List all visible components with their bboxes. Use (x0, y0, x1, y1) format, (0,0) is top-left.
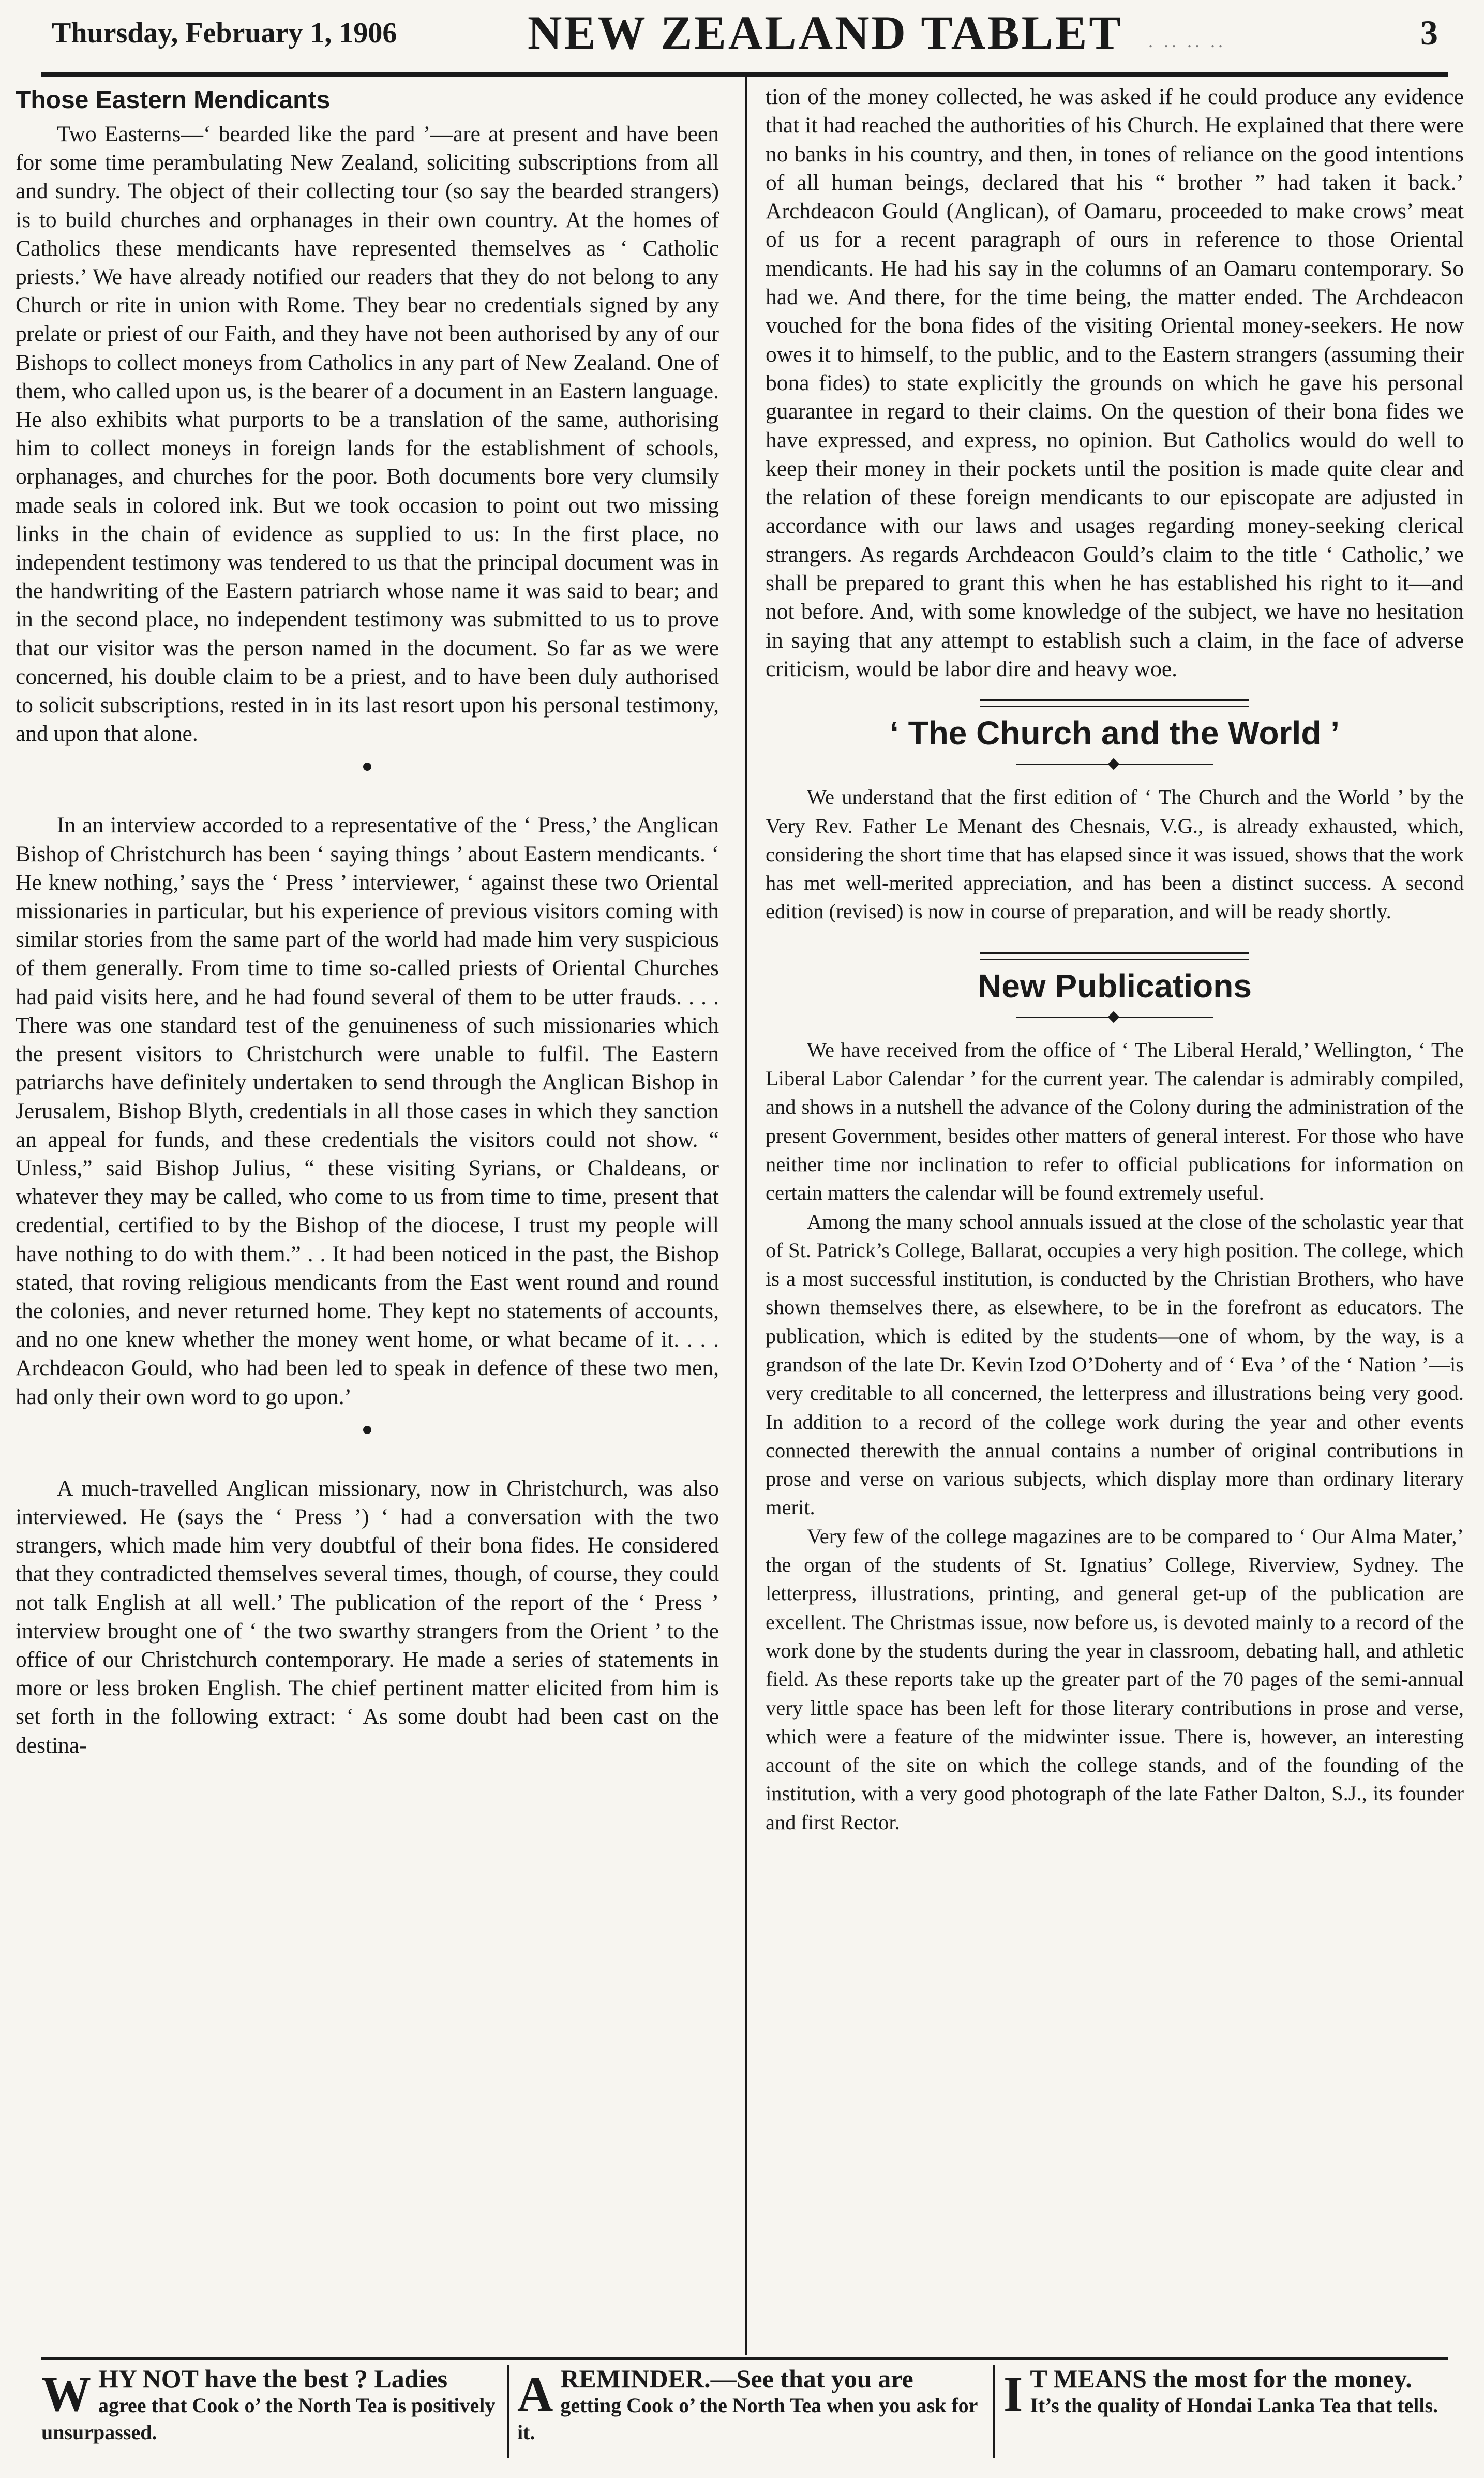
column-divider (745, 77, 747, 2355)
diamond-rule (1016, 759, 1213, 769)
masthead-rule (41, 72, 1448, 77)
bullet-ornament (363, 763, 371, 771)
section-rule (980, 952, 1249, 960)
article-paragraph: In an interview accorded to a representative of the ‘ Press,’ the Anglican Bishop of Christchurch has been ‘ saying things ’ about Eastern mendicants. ‘ He knew nothing,’ says the ‘ Press ’ interviewer, ‘ against these two Oriental missionaries in particular, but his experience of previous visitors coming with similar stories from the same part of the world had made him very suspicious of them generally. From time to time so-called priests of Oriental Churches had paid visits here, and he had found several of them to be utter frauds. . . . There was one standard test of the genuineness of such missionaries which the present visitors to Christchurch were unable to fulfil. The Eastern patriarchs have definitely undertaken to send through the Anglican Bishop in Jerusalem, Bishop Blyth, credentials in all those cases in which they sanction an appeal for funds, and these credentials the visitors could not show. “ Unless,” said Bishop Julius, “ these visiting Syrians, or Chaldeans, or whatever they may be called, who come to us from time to time, present that credential, certified to by the Bishop of the diocese, I trust my people will have nothing to do with them.” . . It had been noticed in the past, the Bishop stated, that roving religious mendicants from the East went round and round the colonies, and never returned home. They kept no statements of accounts, and no one knew whether the money went home, or what became of it. . . . Archdeacon Gould, who had been led to speak in defence of these two men, had only their own word to go upon.’ (16, 813, 719, 1409)
masthead-dots: . .. .. .. (1148, 31, 1226, 51)
newspaper-title: NEW ZEALAND TABLET (528, 6, 1123, 59)
page-number: 3 (1420, 13, 1438, 52)
right-column (766, 83, 1464, 1837)
diamond-rule (1016, 1012, 1213, 1022)
advert-reminder (517, 2365, 983, 2469)
section-paragraph: Among the many school annuals issued at the close of the scholastic year that of St. Patrick’s College, Ballarat, occupies a very high position. The college, which is a most successful institution, is conducted by the Christian Brothers, who have shown themselves there, as elsewhere, to be in the forefront as educators. The publication, which is edited by the students—one of whom, by the way, is a grandson of the late Dr. Kevin Izod O’Doherty and of ‘ Eva ’ of the ‘ Nation ’—is very creditable to all concerned, the letterpress and illustrations being very good. In addition to a record of the college work during the year and other events connected therewith the annual contains a number of original contributions in prose and verse on various subjects, which display more than ordinary literary merit. (766, 1210, 1464, 1519)
section-paragraph: We have received from the office of ‘ The Liberal Herald,’ Wellington, ‘ The Liberal Labor Calendar ’ for the current year. The calendar is admirably compiled, and shows in a nutshell the advance of the Colony during the administration of the present Government, besides other matters of general interest. For those who have neither time nor inclination to refer to official publications for information on certain matters the calendar will be found extremely useful. (766, 1038, 1464, 1205)
advert-initial: W (41, 2366, 91, 2422)
advert-hondai-lanka (1003, 2365, 1448, 2469)
paragraph-separator (16, 758, 719, 774)
advert-strip (41, 2365, 1448, 2469)
paragraph-separator (16, 1422, 719, 1437)
advert-cook-tea (41, 2365, 497, 2469)
advert-initial: I (1003, 2366, 1023, 2422)
advert-body: getting Cook o’ the North Tea when you ask for it. (517, 2394, 978, 2444)
section-rule (980, 699, 1249, 707)
article-heading-eastern-mendicants: Those Eastern Mendicants (16, 86, 331, 114)
advert-divider (993, 2365, 995, 2458)
article-paragraph: A much-travelled Anglican missionary, now in Christchurch, was also interviewed. He (says the ‘ Press ’) ‘ had a conversation with the two strangers, which made him very doubtful of their bona fides. He considered that they contradicted themselves several times, though, of course, they could not talk English at all well.’ The publication of the report of the ‘ Press ’ interview brought one of ‘ the two swarthy strangers from the Orient ’ to the office of our Christchurch contemporary. He made a series of statements in more or less broken English. The chief pertinent matter elicited from him is set forth in the following extract: ‘ As some doubt had been cast on the destina- (16, 1475, 719, 1758)
advert-headline: HY NOT have the best ? Ladies (98, 2364, 448, 2393)
section-paragraph: We understand that the first edition of ‘ The Church and the World ’ by the Very Rev. Father Le Menant des Chesnais, V.G., is already exhausted, which, considering the short time that has elapsed since it was issued, shows that the work has met well-merited appreciation, and has been a distinct success. A second edition (revised) is now in course of preparation, and will be ready shortly. (766, 785, 1464, 923)
article-paragraph: Two Easterns—‘ bearded like the pard ’—are at present and have been for some time perambulating New Zealand, soliciting subscriptions from all and sundry. The object of their collecting tour (so say the bearded strangers) is to build churches and orphanages in their own country. At the homes of Catholics these mendicants have represented themselves as ‘ Catholic priests.’ We have already notified our readers that they do not belong to any Church or rite in union with Rome. They bear no credentials signed by any prelate or priest of our Faith, and they have not been authorised by any of our Bishops to collect moneys from Catholics in any part of New Zealand. One of them, who called upon us, is the bearer of a document in an Eastern language. He also exhibits what purports to be a translation of the same, authorising him to collect moneys in foreign lands for the establishment of schools, orphanages, and churches for the poor. Both documents bore very clumsily made seals in colored ink. But we took occasion to point out two missing links in the chain of evidence as supplied to us: In the first place, no independent testimony was tendered to us that the principal document was in the handwriting of the Eastern patriarch whose name it was said to bear; and in the second place, no independent testimony was submitted to us to prove that our visitor was the person named in the document. So far as we were concerned, his double claim to be a priest, and to have been duly authorised to solicit subscriptions, rested in in its last resort upon his personal testimony, and upon that alone. (16, 122, 719, 747)
advert-body: agree that Cook o’ the North Tea is positively unsurpassed. (41, 2394, 496, 2444)
article-continuation: tion of the money collected, he was asked if he could produce any evidence that it had reached the authorities of his Church. He explained that there were no banks in his country, and then, in tones of reliance on the good intentions of all human beings, declared that his “ brother ” had taken it back.’ Archdeacon Gould (Anglican), of Oamaru, proceeded to make crows’ meat of us for a recent paragraph of ours in reference to those Oriental mendicants. He had his say in the columns of an Oamaru contemporary. So had we. And there, for the time being, the matter ended. The Archdeacon vouched for the bona fides of the visiting Oriental money-seekers. He now owes it to himself, to the public, and to the Eastern strangers (assuming their bona fides) to state explicitly the grounds on which he gave his personal guarantee in regard to their claims. On the question of their bona fides we have expressed, and express, no opinion. But Catholics would do well to keep their money in their pockets until the position is made quite clear and the relation of these foreign mendicants to our episcopate are adjusted in accordance with our laws and usages regarding money-seeking clerical strangers. As regards Archdeacon Gould’s claim to the title ‘ Catholic,’ we shall be prepared to grant this when he has established his right to it—and not before. And, with some knowledge of the subject, we have no hesitation in saying that any attempt to establish such a claim, in the face of adverse criticism, would be labor dire and heavy woe. (766, 84, 1464, 681)
advert-body: It’s the quality of Hondai Lanka Tea that tells. (1030, 2394, 1438, 2417)
masthead (41, 5, 1448, 72)
advert-initial: A (517, 2366, 553, 2422)
advert-headline: REMINDER.—See that you are (560, 2364, 913, 2393)
section-paragraph: Very few of the college magazines are to be compared to ‘ Our Alma Mater,’ the organ of the students of St. Ignatius’ College, Riverview, Sydney. The letterpress, illustrations, printing, and general get-up of the publication are excellent. The Christmas issue, now before us, is devoted mainly to a record of the work done by the students during the year in classroom, debating hall, and athletic field. As these reports take up the greater part of the 70 pages of the semi-annual very little space has been left for those literary contributions in prose and verse, which were a feature of the midwinter issue. There is, however, an interesting account of the site on which the college stands, and of the founding of the institution, with a very good photograph of the late Father Dalton, S.J., its founder and first Rector. (766, 1524, 1464, 1834)
advert-divider (507, 2365, 509, 2458)
section-heading-new-publications: New Publications (978, 967, 1252, 1005)
advert-rule (41, 2357, 1448, 2360)
bullet-ornament (363, 1426, 371, 1434)
section-heading-church-and-world: ‘ The Church and the World ’ (890, 714, 1340, 752)
left-column (16, 83, 719, 1760)
advert-headline: T MEANS the most for the money. (1030, 2364, 1412, 2393)
issue-date: Thursday, February 1, 1906 (52, 17, 397, 49)
